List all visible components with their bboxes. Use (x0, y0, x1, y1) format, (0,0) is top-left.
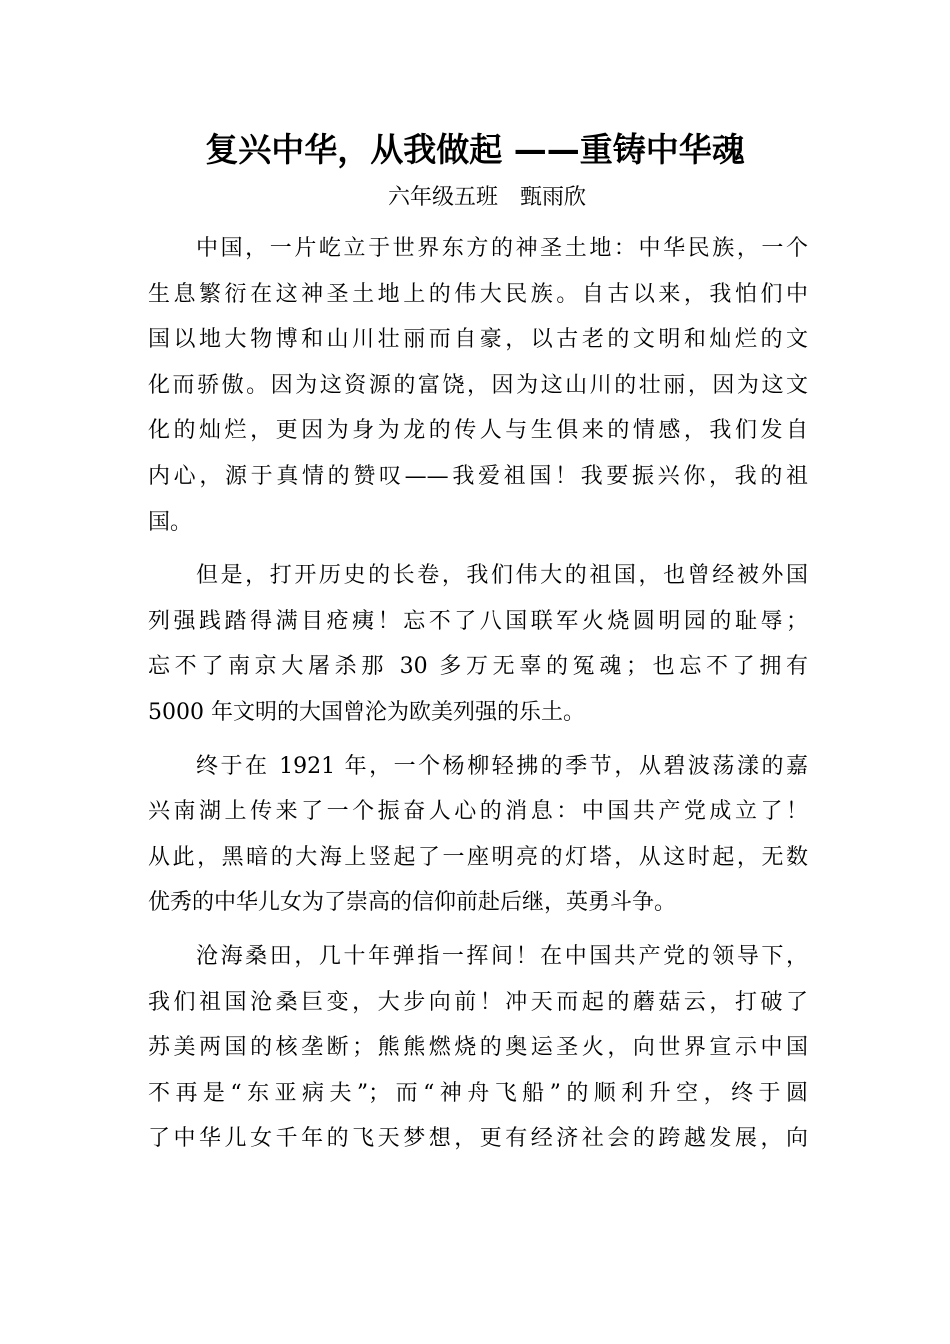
text-line: 国以地大物博和山川壮丽而自豪，以古老的文明和灿烂的文 (148, 327, 808, 353)
text-line: 优秀的中华儿女为了崇高的信仰前赴后继，英勇斗争。 (148, 890, 677, 916)
text-line: 忘不了南京大屠杀那 30 多万无辜的冤魂；也忘不了拥有 (148, 654, 808, 680)
text-line: 终于在 1921 年，一个杨柳轻拂的季节，从碧波荡漾的嘉 (196, 753, 808, 779)
text-line: 苏美两国的核垄断；熊熊燃烧的奥运圣火，向世界宣示中国 (148, 1035, 808, 1061)
text-line: 国。 (148, 509, 193, 535)
paragraph (148, 553, 808, 735)
author-line: 六年级五班 甄雨欣 (388, 185, 587, 210)
text-line: 沧海桑田，几十年弹指一挥间！在中国共产党的领导下， (196, 943, 808, 969)
paragraph-gap (148, 926, 808, 934)
paragraph-gap (148, 545, 808, 553)
paragraph (148, 934, 808, 1162)
text-line: 5000 年文明的大国曾沦为欧美列强的乐土。 (148, 699, 585, 725)
text-line: 列强践踏得满目疮痍！忘不了八国联军火烧圆明园的耻辱； (148, 608, 808, 634)
text-line: 生息繁衍在这神圣土地上的伟大民族。自古以来，我怕们中 (148, 281, 808, 307)
document-title: 复兴中华，从我做起 ——重铸中华魂 (205, 130, 745, 169)
text-line: 中国，一片屹立于世界东方的神圣土地：中华民族，一个 (196, 236, 808, 261)
text-line: 了中华儿女千年的飞天梦想，更有经济社会的跨越发展，向 (148, 1126, 808, 1152)
paragraph-gap (148, 736, 808, 744)
paragraph (148, 744, 808, 926)
text-line: 我们祖国沧桑巨变，大步向前！冲天而起的蘑菇云，打破了 (148, 989, 808, 1015)
text-line: 内心，源于真情的赞叹——我爱祖国！我要振兴你，我的祖 (148, 463, 808, 489)
text-line: 兴南湖上传来了一个振奋人心的消息：中国共产党成立了！ (148, 799, 808, 825)
text-line: 从此，黑暗的大海上竖起了一座明亮的灯塔，从这时起，无数 (148, 844, 808, 870)
text-line: 不再是“东亚病夫”；而“神舟飞船”的顺利升空，终于圆 (148, 1080, 808, 1106)
document-body (148, 226, 808, 1162)
paragraph (148, 226, 808, 545)
text-line: 但是，打开历史的长卷，我们伟大的祖国，也曾经被外国 (196, 563, 808, 589)
text-line: 化的灿烂，更因为身为龙的传人与生俱来的情感，我们发自 (148, 418, 808, 444)
text-line: 化而骄傲。因为这资源的富饶，因为这山川的壮丽，因为这文 (148, 372, 808, 398)
